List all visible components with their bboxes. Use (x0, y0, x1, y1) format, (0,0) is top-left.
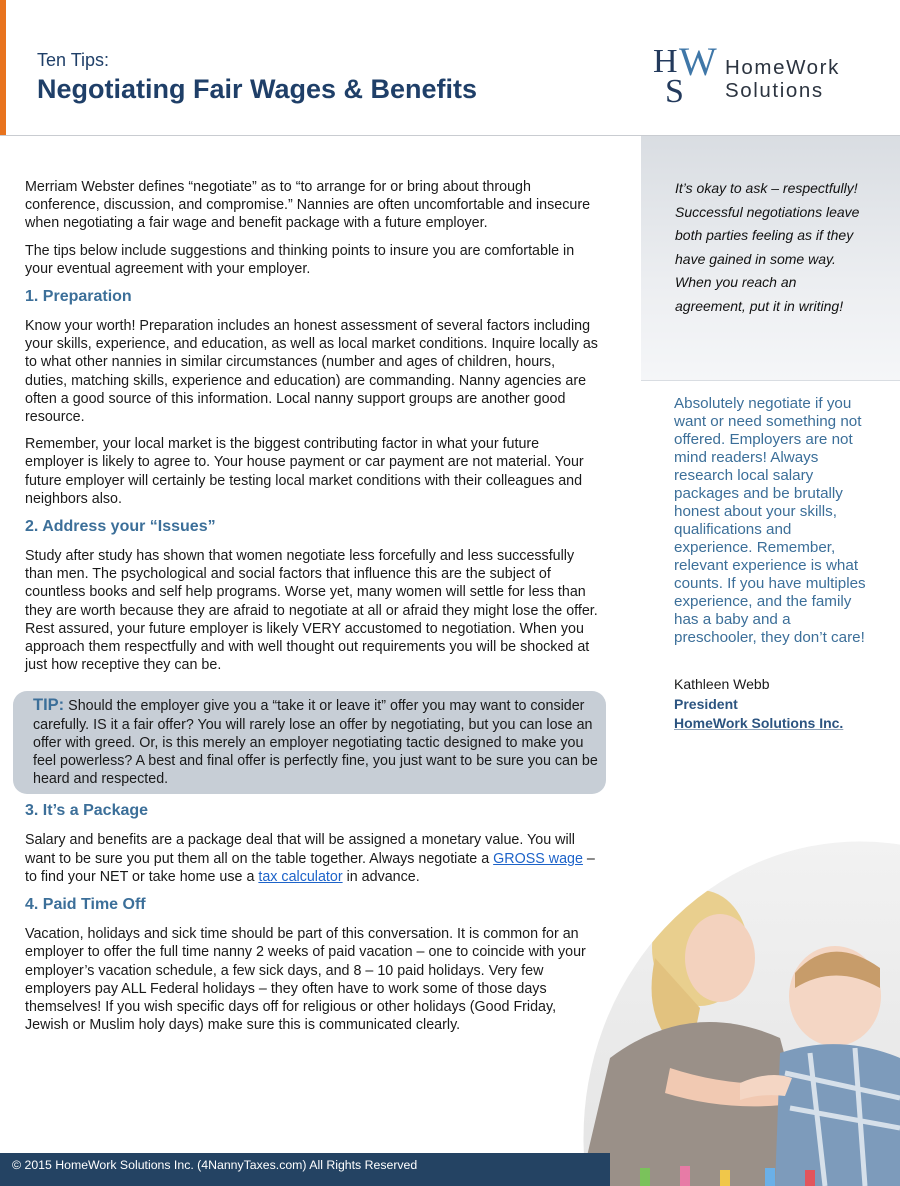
quote-box (641, 136, 900, 381)
package-paragraph (25, 831, 600, 886)
svg-text:S: S (665, 73, 684, 106)
svg-text:H: H (653, 43, 678, 80)
section-paragraph: Know your worth! Preparation includes an honest assessment of several factors including your skills, experience, and education, as well as local market conditions. Inquire locally as to what other nannies in similar circumstances (number and ages of children, hours, duties, matching skills, experience and education) are commanding. Nanny agencies are often a good source of this information. Local nanny support groups are another good resource. (25, 318, 598, 426)
header (0, 0, 900, 136)
gross-wage-link[interactable]: GROSS wage (493, 850, 583, 867)
pull-quote: It’s okay to ask – respectfully! Successful negotiations leave both parties feeling as if they have gained in some way. When you reach an agreement, put it in writing! (675, 180, 860, 314)
header-kicker: Ten Tips: (37, 50, 110, 70)
logo-line-2: Solutions (725, 79, 824, 102)
section-heading-package: 3. It’s a Package (25, 802, 149, 820)
pto-paragraph: Vacation, holidays and sick time should be part of this conversation. It is common for an employer to offer the full time nanny 2 weeks of paid vacation – one to coincide with your employer’s vacation schedule, a few sick days, and 8 – 10 paid holidays. Very few employers pay ALL Federal holidays – they often have to work some of those days themselves! If you wish specific days off for religious or other holidays (Good Friday, Jewish or Muslim holy days) make sure this is communicated clearly. (25, 926, 586, 1034)
section-paragraph: Remember, your local market is the biggest contributing factor in what your future employer is likely to agree to. Your house payment or car payment are not material. Your future employer will certainly be testing local market conditions with their colleagues and neighbors also. (25, 436, 584, 507)
section-paragraph: Study after study has shown that women negotiate less forcefully and less successfully than men. The psychological and social factors that influence this are the subject of countless books and self help programs. Worse yet, many women will settle for less than they are worth because they are afraid to negotiate at all or afraid they might lose the offer. Rest assured, your future employer is likely VERY accustomed to negotiation. When you approach them respectfully and with well thought out requirements you will be shocked at just how receptive they can be. (25, 548, 598, 674)
tax-calculator-link[interactable]: tax calculator (258, 868, 343, 885)
logo-line-1: HomeWork (725, 56, 840, 79)
footer (0, 1153, 610, 1186)
section-heading-issues: 2. Address your “Issues” (25, 518, 216, 536)
page-title: Negotiating Fair Wages & Benefits (37, 74, 478, 104)
tip-text: Should the employer give you a “take it or leave it” offer you may want to consider carefully. IS it a fair offer? You will rarely lose an offer by negotiating, but you can lose an offer with greed. Or, is this merely an employer negotiating tactic designed to make you feel powerless? A best and final offer is perfectly fine, you just want to be sure you can be heard and respected. (33, 698, 598, 788)
main-content (25, 178, 600, 1043)
nanny-child-photo (580, 838, 900, 1186)
svg-text:W: W (679, 42, 717, 84)
signature-title: President (674, 695, 738, 712)
sidebar-advice: Absolutely negotiate if you want or need something not offered. Employers are not mind readers! Always research local salary packages and be brutally honest about your skills, qualifications and experience. Remember, relevant experience is what counts. If you have multiples experience, and the family has a baby and a preschooler, they don’t care! (674, 395, 866, 646)
section-heading-paid-time-off: 4. Paid Time Off (25, 896, 146, 914)
hsw-monogram-icon (652, 42, 722, 106)
signature-block (674, 675, 843, 734)
intro-paragraph: The tips below include suggestions and thinking points to insure you are comfortable in your eventual agreement with your employer. (25, 242, 575, 277)
package-text: Salary and benefits are a package deal that will be assigned a monetary value. You will want to be sure you put them all on the table together. Always negotiate a (25, 832, 575, 867)
company-logo (652, 42, 867, 106)
signature-name: Kathleen Webb (674, 676, 770, 692)
tip-label: TIP: (33, 696, 65, 715)
section-heading-preparation: 1. Preparation (25, 288, 132, 306)
package-text: – to find your NET or take home use a (25, 850, 595, 885)
signature-company: HomeWork Solutions Inc. (674, 715, 844, 731)
package-text: in advance. (342, 868, 420, 885)
footer-copyright: © 2015 HomeWork Solutions Inc. (4NannyTaxes.com) All Rights Reserved (12, 1158, 418, 1172)
tip-callout (13, 691, 606, 794)
logo-wordmark (725, 56, 840, 102)
intro-paragraph: Merriam Webster defines “negotiate” as to “to arrange for or bring about through conference, discussion, and compromise.” Nannies are often uncomfortable and insecure when negotiating a fair wage and benefit package with a future employer. (25, 179, 591, 232)
